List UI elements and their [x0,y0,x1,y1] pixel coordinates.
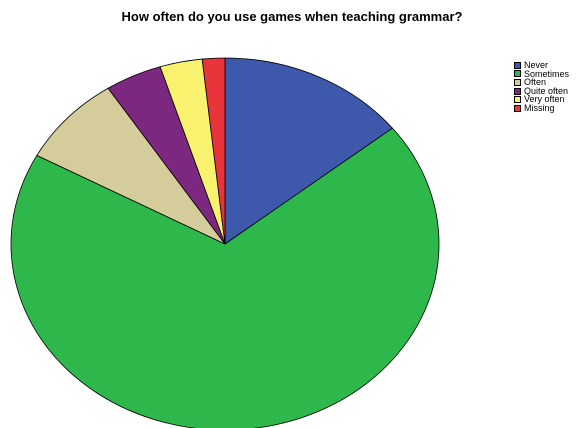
legend-swatch [514,105,521,112]
legend-label: Sometimes [524,68,570,79]
legend-swatch [514,70,521,77]
legend-swatch [514,88,521,95]
legend [514,61,569,113]
legend-swatch [514,79,521,86]
legend-label: Never [524,60,549,70]
chart-title: How often do you use games when teaching grammar? [121,9,463,24]
legend-label: Often [524,77,547,88]
legend-swatch [514,62,521,69]
legend-item-missing [514,104,569,113]
legend-swatch [514,96,521,103]
legend-label: Quite often [524,85,569,96]
legend-label: Very often [524,94,565,105]
legend-label: Missing [524,102,555,113]
